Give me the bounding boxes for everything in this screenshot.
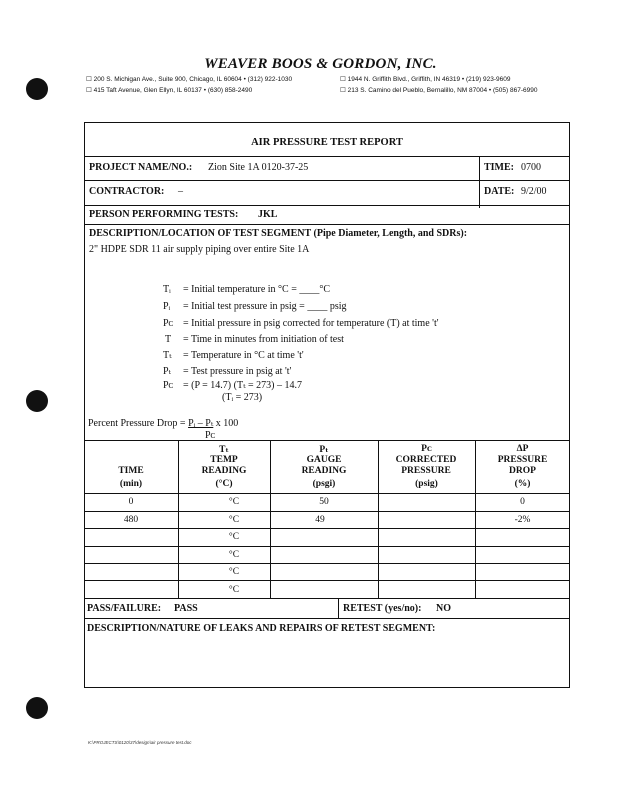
person-value: JKL — [258, 209, 278, 220]
date-label: DATE: — [484, 186, 515, 197]
def-text-tt: = Temperature in °C at time 't' — [183, 350, 304, 361]
def-sym-t: T — [165, 334, 172, 345]
header-temp-line2: TEMP READING — [201, 455, 247, 476]
cell-temp: °C — [228, 497, 240, 507]
cell-temp: °C — [228, 585, 240, 595]
percent-drop-formula — [88, 418, 238, 429]
header-temp-line3: (°C) — [215, 479, 233, 489]
header-gauge-line1: Pₜ — [319, 445, 329, 455]
pass-failure-value: PASS — [174, 603, 198, 614]
address-glen-ellyn: ☐ 415 Taft Avenue, Glen Ellyn, IL 60137 • (630) 858-2490 — [86, 87, 253, 94]
project-value: Zion Site 1A 0120-37-25 — [208, 162, 309, 173]
def-sym-pc-formula: Pᴄ — [163, 380, 174, 391]
contractor-label: CONTRACTOR: — [89, 186, 165, 197]
description-label: DESCRIPTION/LOCATION OF TEST SEGMENT (Pipe Diameter, Length, and SDRs): — [89, 228, 468, 239]
pass-failure-label: PASS/FAILURE: — [87, 603, 162, 614]
def-text-pi: = Initial test pressure in psig = ____ psig — [183, 301, 347, 312]
def-text-ti: = Initial temperature in °C = ____°C — [183, 284, 331, 295]
header-time-line2: TIME — [118, 466, 144, 476]
leaks-description-label: DESCRIPTION/NATURE OF LEAKS AND REPAIRS OF RETEST SEGMENT: — [87, 623, 436, 634]
address-bernalillo: ☐ 213 S. Camino del Pueblo, Bernalillo, NM 87004 • (505) 867-6990 — [340, 87, 538, 94]
punch-hole-middle — [26, 390, 48, 412]
def-text-pc-formula: = (P = 14.7) (Tₜ = 273) – 14.7 — [183, 380, 303, 391]
def-text-t: = Time in minutes from initiation of test — [183, 334, 344, 345]
def-text-pc: = Initial pressure in psig corrected for temperature (T) at time 't' — [183, 318, 439, 329]
cell-time: 0 — [128, 497, 134, 507]
date-value: 9/2/00 — [521, 186, 547, 197]
header-gauge-line3: (psgi) — [312, 479, 336, 489]
file-path-footer: K:\PROJECTS\0120\37\design\air pressure test.doc — [88, 740, 192, 745]
cell-gauge: 50 — [319, 497, 329, 507]
cell-temp: °C — [228, 567, 240, 577]
contractor-value: – — [178, 186, 183, 197]
person-label: PERSON PERFORMING TESTS: — [89, 209, 239, 220]
retest-label: RETEST (yes/no): — [343, 603, 422, 614]
project-label: PROJECT NAME/NO.: — [89, 162, 193, 173]
address-chicago: ☐ 200 S. Michigan Ave., Suite 900, Chicago, IL 60604 • (312) 922-1030 — [86, 76, 293, 83]
retest-value: NO — [436, 603, 451, 614]
header-corrected-line1: Pᴄ — [421, 444, 432, 454]
report-title: AIR PRESSURE TEST REPORT — [251, 137, 403, 148]
description-value: 2" HDPE SDR 11 air supply piping over entire Site 1A — [89, 244, 310, 255]
cell-time: 480 — [123, 515, 139, 525]
cell-temp: °C — [228, 532, 240, 542]
header-time-line3: (min) — [119, 479, 143, 489]
cell-temp: °C — [228, 515, 240, 525]
def-sym-pc: Pᴄ — [163, 318, 174, 329]
header-corrected-line3: (psig) — [415, 479, 438, 489]
def-sym-tt: Tₜ — [163, 350, 172, 361]
cell-gauge: 49 — [315, 515, 325, 525]
time-label: TIME: — [484, 162, 514, 173]
time-value: 0700 — [521, 162, 541, 173]
cell-drop: -2% — [514, 515, 531, 525]
header-drop-line1: ΔP — [516, 444, 529, 454]
percent-drop-denominator: Pᴄ — [205, 430, 216, 441]
header-corrected-line2: CORRECTED PRESSURE — [395, 455, 457, 476]
def-sym-ti: Tᵢ — [163, 284, 171, 295]
def-text-pt: = Test pressure in psig at 't' — [183, 366, 292, 377]
cell-temp: °C — [228, 550, 240, 560]
header-temp-line1: Tₜ — [219, 445, 229, 455]
header-drop-line3: (%) — [514, 479, 531, 489]
cell-drop: 0 — [520, 497, 525, 507]
def-sym-pi: Pᵢ — [163, 301, 171, 312]
percent-drop-label: Percent Pressure Drop = — [88, 418, 189, 429]
formula-denominator: (Tᵢ = 273) — [222, 392, 263, 403]
punch-hole-bottom — [26, 697, 48, 719]
header-gauge-line2: GAUGE READING — [301, 455, 347, 476]
company-name: WEAVER BOOS & GORDON, INC. — [204, 56, 437, 72]
punch-hole-top — [26, 78, 48, 100]
percent-drop-numerator: Pᵢ – Pₜ — [188, 418, 214, 429]
header-drop-line2: PRESSURE DROP — [497, 455, 548, 476]
percent-drop-times: x 100 — [213, 418, 239, 429]
def-sym-pt: Pₜ — [163, 366, 172, 377]
address-griffith: ☐ 1944 N. Griffith Blvd., Griffith, IN 46319 • (219) 923-9609 — [340, 76, 511, 83]
